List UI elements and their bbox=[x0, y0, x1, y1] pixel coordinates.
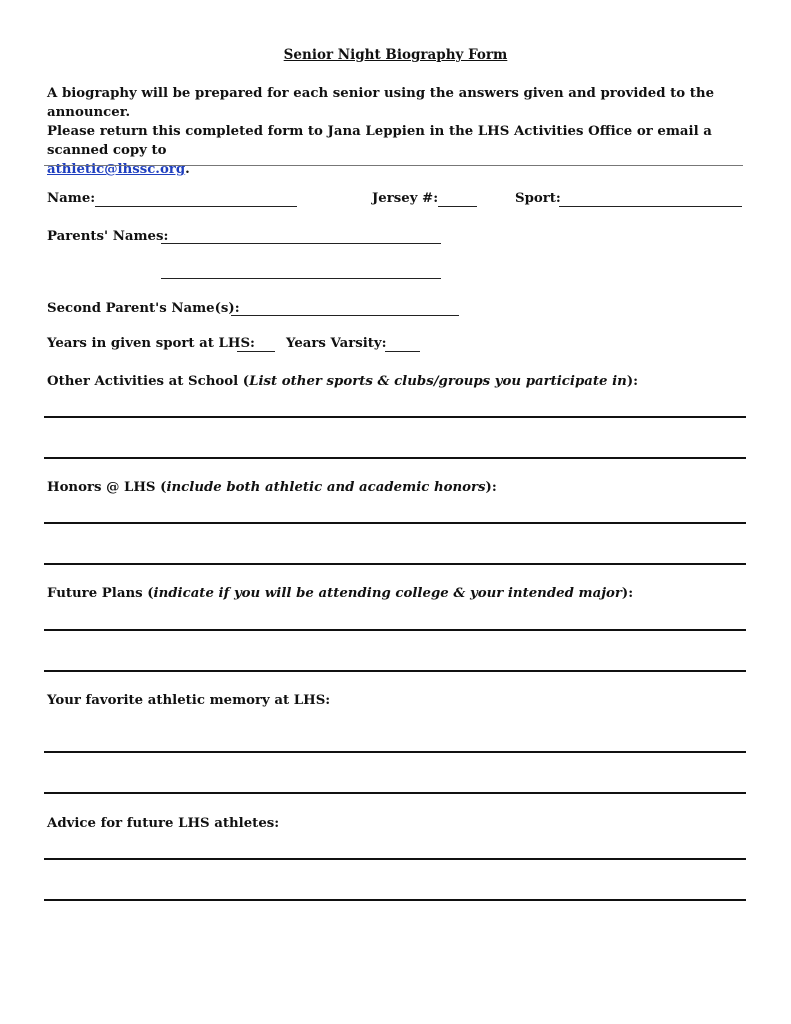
memory-line-2[interactable] bbox=[44, 792, 746, 794]
sport-field[interactable] bbox=[559, 206, 742, 207]
header-divider bbox=[44, 165, 743, 166]
memory-line-1[interactable] bbox=[44, 751, 746, 753]
honors-line-2[interactable] bbox=[44, 563, 746, 565]
honors-label: Honors @ LHS (include both athletic and academic honors): bbox=[47, 480, 497, 495]
honors-hint: include both athletic and academic honors bbox=[166, 480, 486, 495]
jersey-field[interactable] bbox=[438, 206, 477, 207]
parents-label: Parents' Names: bbox=[47, 229, 169, 244]
email-link[interactable]: athletic@lhssc.org bbox=[47, 162, 186, 177]
years-sport-field[interactable] bbox=[237, 351, 275, 352]
parents-field-1[interactable] bbox=[161, 243, 441, 244]
intro-line-2: Please return this completed form to Jana Leppien in the LHS Activities Office or email a scanned copy to bbox=[47, 124, 712, 158]
years-varsity-label: Years Varsity: bbox=[286, 336, 387, 351]
future-plans-hint: indicate if you will be attending college & your intended major bbox=[153, 586, 622, 601]
advice-line-1[interactable] bbox=[44, 858, 746, 860]
second-parent-label: Second Parent's Name(s): bbox=[47, 301, 240, 316]
name-label: Name: bbox=[47, 191, 96, 206]
form-title: Senior Night Biography Form bbox=[283, 47, 508, 63]
future-plans-line-1[interactable] bbox=[44, 629, 746, 631]
memory-label: Your favorite athletic memory at LHS: bbox=[47, 693, 331, 708]
other-activities-line-2[interactable] bbox=[44, 457, 746, 459]
email-period: . bbox=[185, 162, 190, 177]
parents-field-2[interactable] bbox=[161, 278, 441, 279]
second-parent-field[interactable] bbox=[231, 315, 459, 316]
advice-line-2[interactable] bbox=[44, 899, 746, 901]
other-activities-hint: List other sports & clubs/groups you participate in bbox=[249, 374, 627, 389]
other-activities-label: Other Activities at School (List other sports & clubs/groups you participate in): bbox=[47, 374, 639, 389]
future-plans-line-2[interactable] bbox=[44, 670, 746, 672]
intro-line-1: A biography will be prepared for each senior using the answers given and provided to the announcer. bbox=[47, 86, 715, 120]
sport-label: Sport: bbox=[515, 191, 561, 206]
years-varsity-field[interactable] bbox=[385, 351, 420, 352]
advice-label: Advice for future LHS athletes: bbox=[47, 816, 280, 831]
honors-line-1[interactable] bbox=[44, 522, 746, 524]
future-plans-label: Future Plans (indicate if you will be attending college & your intended major): bbox=[47, 586, 634, 601]
intro-line-3 bbox=[47, 160, 747, 179]
years-sport-label: Years in given sport at LHS: bbox=[47, 336, 255, 351]
other-activities-line-1[interactable] bbox=[44, 416, 746, 418]
name-field[interactable] bbox=[95, 206, 297, 207]
jersey-label: Jersey #: bbox=[372, 191, 439, 206]
